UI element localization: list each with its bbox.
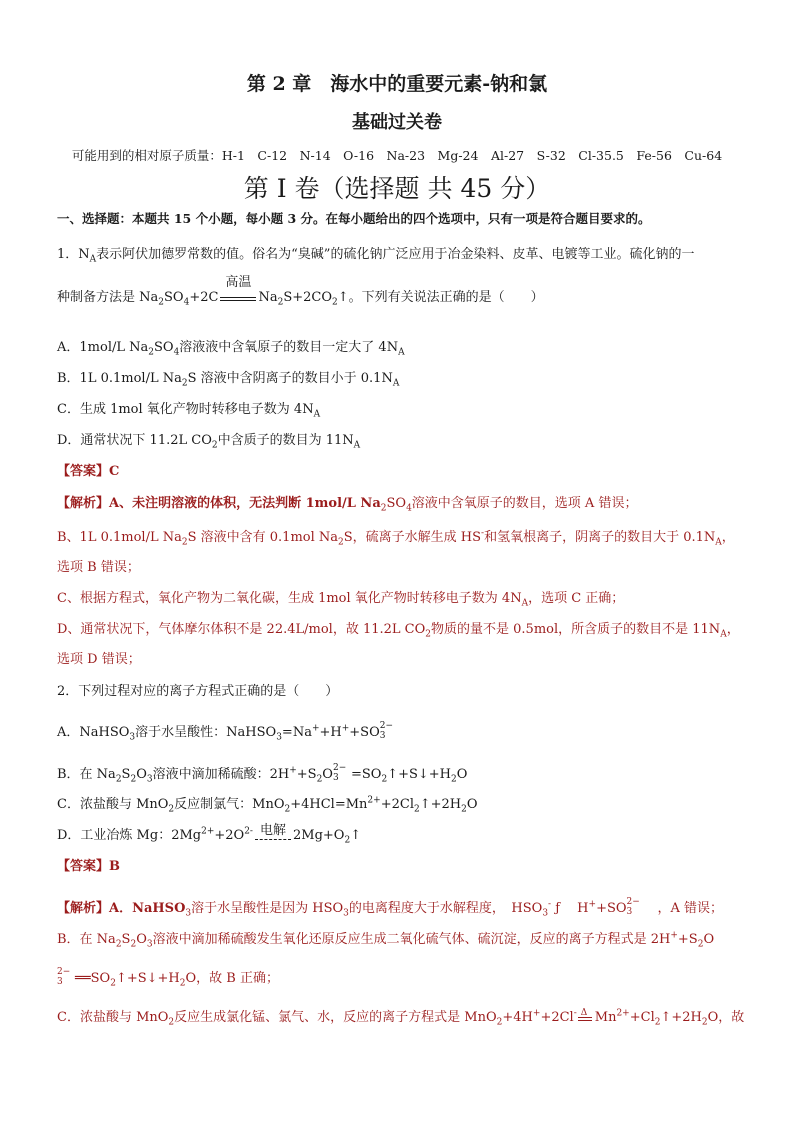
- q1-stem-line1: 1．$N_A$表示阿伏加德罗常数的值。俗名为“臭碱”的硫化钠广泛应用于冶金染料、皮革、电镀等工业。硫化钠的一: [57, 247, 695, 265]
- q2-option-a: A．NaHSO$_3$溶于水呈酸性：NaHSO$_3$=Na++H++SO 2− 3: [57, 720, 398, 741]
- q1-explanation-d-cont: 选项 D 错误；: [57, 652, 141, 667]
- q1-stem-line2: 种制备方法是 $Na_2SO_4+2C$ 高温 $Na_2S+2CO_2↑$。下列有关说法正确的是（ ）: [57, 274, 544, 308]
- q2-answer: 【答案】B: [57, 859, 120, 874]
- section-instruction: 一、选择题：本题共 15 个小题，每小题 3 分。在每小题给出的四个选项中，只有一项是符合题目要求的。: [57, 211, 651, 226]
- section-title: 第 I 卷（选择题 共 45 分）: [243, 174, 551, 203]
- paper-subtitle: 基础过关卷: [352, 112, 442, 133]
- q1-option-a: A．1mol/L $Na_2SO_4$溶液液中含氧原子的数目一定大了 $4N_A$: [57, 340, 405, 358]
- q1-answer: 【答案】C: [57, 464, 120, 479]
- q2-explanation-c: C．浓盐酸与 MnO$_2$反应生成氯化锰、氯气、水，反应的离子方程式是 MnO$_2$+4H++2Cl- Δ $Mn^{2+}+Cl_2↑+2H_2O$，故: [57, 1007, 745, 1028]
- q1-explanation-b-cont: 选项 B 错误；: [57, 560, 140, 575]
- q2-explanation-b: B．在 $Na_2S_2O_3$溶液中滴加稀硫酸发生氧化还原反应生成二氧化硫气体、硫沉淀，反应的离子方程式是 $2H^++S_2O$: [57, 930, 715, 950]
- sulfite-ion-charge: 2− 3: [626, 897, 640, 917]
- q2-stem: 2．下列过程对应的离子方程式正确的是（ ）: [57, 684, 339, 699]
- thiosulfate-ion-charge: 2− 3: [332, 763, 347, 783]
- q2-explanation-a: 【解析】A．NaHSO$_3$溶于水呈酸性是因为 $HSO_3$的电离程度大于水解程度， $HSO_3^-$ ƒ H++SO 2− 3 ，A 错误；: [57, 897, 724, 919]
- atomic-masses: 可能用到的相对原子质量：H-1 C-12 N-14 O-16 Na-23 Mg-24 Al-27 S-32 Cl-35.5 Fe-56 Cu-64: [71, 148, 723, 163]
- q2-option-d: D．工业冶炼 Mg：$2Mg^{2+}+2O^{2-}$ 电解 $2Mg+O_2↑$: [57, 822, 362, 846]
- q1-option-d: D．通常状况下 11.2L $CO_2$中含质子的数目为 $11N_A$: [57, 433, 361, 451]
- q1-option-b: B．1L 0.1mol/L $Na_2S$ 溶液中含阴离子的数目小于 $0.1N_A$: [57, 371, 400, 389]
- q2-option-b: B．在 $Na_2S_2O_3$溶液中滴加稀硫酸：$2H^++S_2O$ 2− 3 $=SO_2↑+S↓+H_2O$: [57, 763, 468, 785]
- q1-explanation-c: C、根据方程式，氧化产物为二氧化碳，生成 1mol 氧化产物时转移电子数为 $4N_A$，选项 C 正确；: [57, 591, 625, 609]
- q2-explanation-b-cont: 2− 3 $══SO_2↑+S↓+H_2O$，故 B 正确；: [57, 967, 279, 989]
- condition-equals-sign: 高温: [218, 291, 258, 305]
- q1-option-c: C．生成 1mol 氧化产物时转移电子数为 $4N_A$: [57, 402, 321, 420]
- sulfite-ion-charge: 2− 3: [379, 721, 394, 741]
- chapter-title: 第 2 章 海水中的重要元素-钠和氯: [246, 73, 548, 95]
- q2-option-c: C．浓盐酸与 MnO$_2$反应制氯气：$MnO_2+4HCl=Mn^{2+}+2Cl_2↑+2H_2O$: [57, 795, 478, 815]
- thiosulfate-ion-charge: 2− 3: [57, 967, 71, 987]
- heat-equals-sign: Δ: [577, 1011, 595, 1025]
- q1-explanation-a: 【解析】A、未注明溶液的体积，无法判断 1mol/L $Na_2SO_4$溶液中含氧原子的数目，选项 A 错误；: [57, 496, 638, 514]
- q1-explanation-b: B、1L 0.1mol/L $Na_2S$ 溶液中含有 0.1mol $Na_2S$，硫离子水解生成 HS-和氢氧根离子，阴离子的数目大于 $0.1N_A$，: [57, 528, 735, 548]
- q1-explanation-d: D、通常状况下，气体摩尔体积不是 22.4L/mol，故 11.2L $CO_2$物质的量不是 0.5mol，所含质子的数目不是 $11N_A$，: [57, 622, 740, 640]
- electrolysis-sign: 电解: [253, 829, 293, 843]
